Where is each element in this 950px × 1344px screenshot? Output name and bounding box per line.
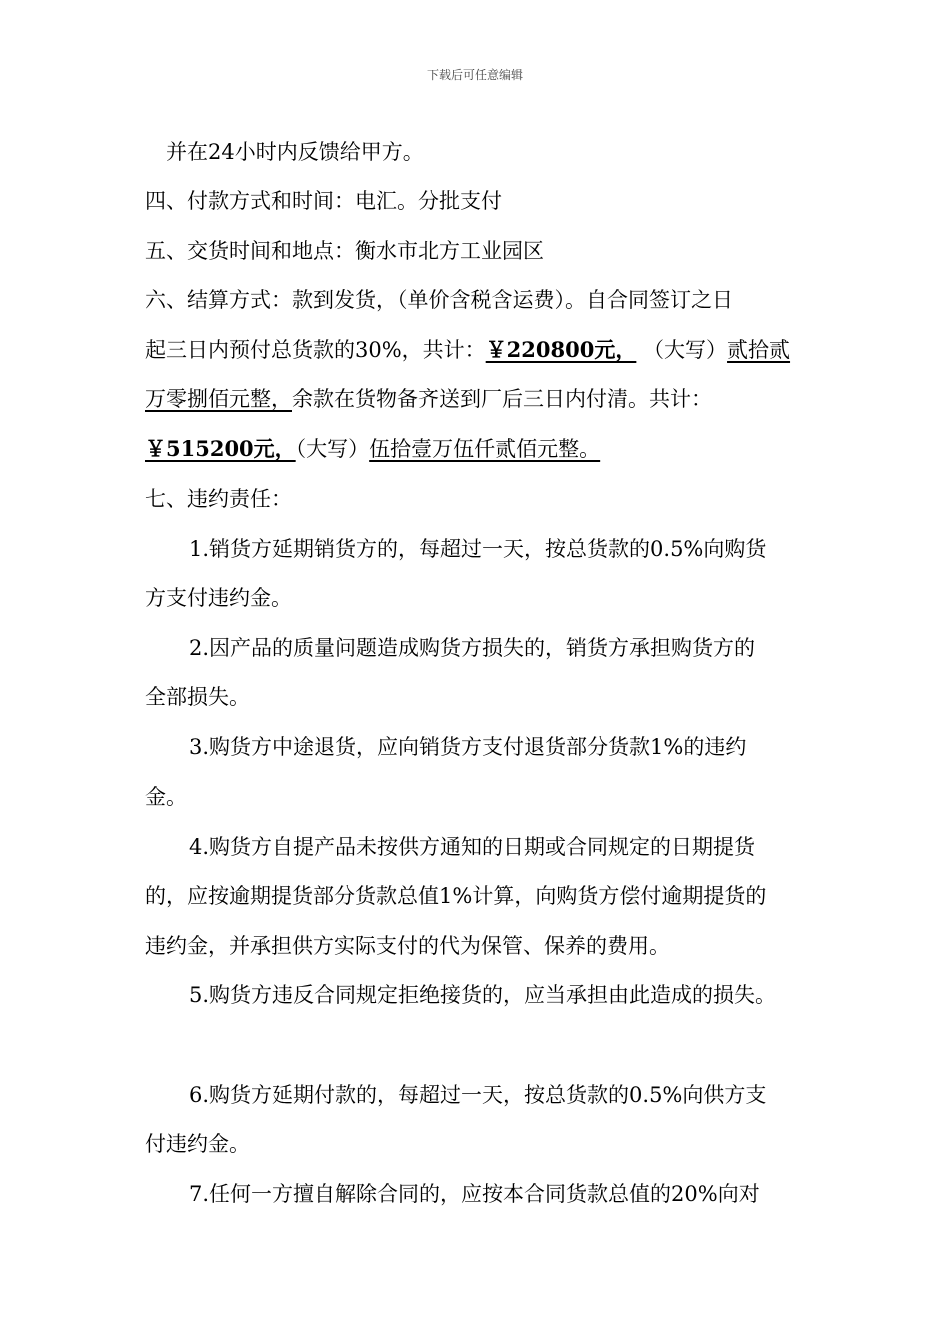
text-line: 付违约金。 [145, 1132, 250, 1156]
text-line: 方支付违约金。 [145, 586, 292, 610]
text-line [145, 384, 712, 414]
text-segment: （大写） [295, 437, 370, 461]
page-header: 下载后可任意编辑 [426, 68, 523, 82]
text-line: 并在24小时内反馈给甲方。 [166, 140, 424, 164]
clause-2: 2.因产品的质量问题造成购货方损失的，销货方承担购货方的 [189, 636, 756, 660]
text-line: 全部损失。 [145, 685, 250, 709]
prepayment-amount-words-cont: 万零捌佰元整， [145, 387, 292, 411]
text-segment: （大写） [636, 338, 728, 362]
prepayment-amount: ￥220800元， [485, 337, 637, 362]
balance-amount: ￥515200元， [145, 436, 296, 461]
section-6-settlement: 六、结算方式：款到发货，（单价含税含运费）。自合同签订之日 [145, 288, 733, 312]
clause-1: 1.销货方延期销货方的，每超过一天，按总货款的0.5%向购货 [189, 537, 767, 561]
text-line: 金。 [145, 785, 187, 809]
clause-6: 6.购货方延期付款的，每超过一天，按总货款的0.5%向供方支 [189, 1083, 767, 1107]
text-line [145, 434, 600, 464]
clause-4: 4.购货方自提产品未按供方通知的日期或合同规定的日期提货 [189, 835, 756, 859]
text-line [145, 335, 790, 365]
prepayment-amount-words: 贰拾贰 [727, 338, 791, 362]
section-4-payment-method: 四、付款方式和时间：电汇。分批支付 [145, 189, 502, 213]
text-line: 的，应按逾期提货部分货款总值1%计算，向购货方偿付逾期提货的 [145, 884, 767, 908]
clause-7: 7.任何一方擅自解除合同的，应按本合同货款总值的20%向对 [189, 1182, 760, 1206]
text-segment: 起三日内预付总货款的30%，共计： [145, 338, 486, 362]
text-segment: 余款在货物备齐送到厂后三日内付清。共计： [292, 387, 712, 411]
text-line: 违约金，并承担供方实际支付的代为保管、保养的费用。 [145, 934, 670, 958]
section-7-breach-liability: 七、违约责任： [145, 487, 292, 511]
clause-5: 5.购货方违反合同规定拒绝接货的，应当承担由此造成的损失。 [189, 983, 777, 1007]
clause-3: 3.购货方中途退货，应向销货方支付退货部分货款1%的违约 [189, 735, 747, 759]
balance-amount-words: 伍拾壹万伍仟贰佰元整。 [369, 437, 601, 461]
section-5-delivery: 五、交货时间和地点：衡水市北方工业园区 [145, 239, 544, 263]
